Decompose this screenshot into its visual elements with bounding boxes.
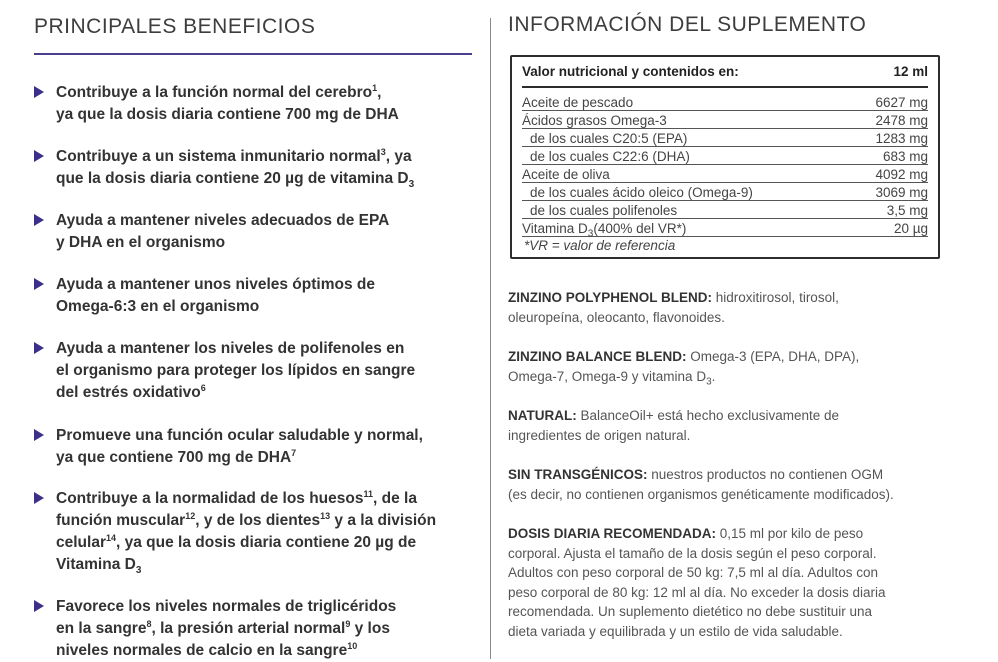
- footnote-ref: 9: [345, 618, 351, 629]
- nutrition-table-header: [522, 64, 928, 84]
- benefit-text: función muscular: [56, 512, 186, 529]
- benefit-text: en la sangre: [56, 620, 147, 637]
- footnote-ref: 8: [146, 618, 152, 629]
- footnote-ref: 1: [372, 82, 378, 93]
- nutrient-amount: 3069 mg: [875, 184, 928, 200]
- nutrient-name: de los cuales ácido oleico (Omega-9): [530, 184, 753, 200]
- nutrient-amount: 683 mg: [882, 148, 928, 164]
- info-text: hidroxitirosol, tirosol,: [712, 290, 839, 305]
- benefit-item-brain: [34, 82, 474, 126]
- benefit-text: ya que contiene 700 mg de DHA: [56, 449, 292, 466]
- benefit-text: Favorece los niveles normales de triglicéridos: [56, 598, 397, 615]
- nutrition-row: [522, 182, 928, 201]
- info-label: ZINZINO POLYPHENOL BLEND:: [508, 290, 713, 305]
- subscript: 3: [135, 565, 142, 577]
- benefit-text: celular: [56, 534, 106, 551]
- nutrition-row: [522, 92, 928, 111]
- info-text: recomendada. Un suplemento dietético no debe sustituir una: [508, 604, 872, 620]
- info-block-non-gmo: [508, 465, 948, 504]
- footnote-ref: 6: [200, 382, 206, 393]
- footnote-ref: 7: [291, 447, 297, 458]
- subscript: 3: [408, 179, 415, 191]
- nutrition-table: [510, 55, 940, 259]
- info-text: Omega-3 (EPA, DHA, DPA),: [686, 349, 860, 364]
- nutrition-row: [522, 110, 928, 129]
- benefit-item-bones: [34, 488, 474, 576]
- benefit-text: , ya: [385, 148, 412, 165]
- benefit-text: Contribuye a la función normal del cerebro: [56, 84, 373, 101]
- info-text: BalanceOil+ está hecho exclusivamente de: [576, 408, 840, 423]
- nutrient-amount: 1283 mg: [875, 130, 928, 146]
- benefit-text: Ayuda a mantener los niveles de polifenoles en: [56, 340, 405, 357]
- footnote-ref: 14: [105, 532, 116, 543]
- subscript: 3: [706, 376, 712, 388]
- info-label: DOSIS DIARIA RECOMENDADA:: [508, 526, 717, 541]
- benefit-text: Promueve una función ocular saludable y normal,: [56, 427, 423, 444]
- bullet-arrow-icon: [34, 492, 44, 504]
- column-divider: [490, 18, 491, 659]
- nutrient-name: de los cuales C20:5 (EPA): [530, 130, 688, 146]
- benefit-text: Omega-6:3 en el organismo: [56, 298, 260, 315]
- info-text: nuestros productos no contienen OGM: [647, 467, 884, 482]
- nutrition-row: [522, 128, 928, 147]
- benefit-text: y DHA en el organismo: [56, 234, 226, 251]
- benefit-text: ,: [377, 84, 382, 101]
- benefit-text: y a la división: [330, 512, 437, 529]
- bullet-arrow-icon: [34, 600, 44, 612]
- subscript: 3: [587, 228, 594, 240]
- benefit-item-omega-ratio: [34, 274, 474, 318]
- benefits-title-rule: [34, 53, 472, 55]
- info-label: SIN TRANSGÉNICOS:: [508, 467, 648, 482]
- nutrition-row: [522, 164, 928, 183]
- info-text: Adultos con peso corporal de 50 kg: 7,5 ml al día. Adultos con: [508, 565, 878, 581]
- benefit-text: niveles normales de calcio en la sangre: [56, 642, 348, 659]
- nutrient-name: Aceite de pescado: [522, 94, 634, 110]
- nutrient-name-part: (400% del VR*): [593, 220, 687, 236]
- info-text: Omega-7, Omega-9 y vitamina D: [508, 368, 707, 384]
- benefits-title: PRINCIPALES BENEFICIOS: [34, 15, 316, 38]
- info-text: oleuropeína, oleocanto, flavonoides.: [508, 309, 725, 325]
- nutrient-amount: 4092 mg: [875, 166, 928, 182]
- benefit-item-polyphenols: [34, 338, 474, 404]
- info-label: NATURAL:: [508, 408, 577, 423]
- benefit-text: Contribuye a un sistema inmunitario normal: [56, 148, 381, 165]
- benefit-text: del estrés oxidativo: [56, 384, 201, 401]
- benefit-text: ya que la dosis diaria contiene 700 mg de DHA: [56, 106, 399, 123]
- benefit-item-immune: [34, 146, 474, 190]
- footnote-ref: 12: [185, 510, 196, 521]
- footnote-ref: 10: [347, 640, 358, 651]
- benefit-item-eye: [34, 425, 474, 469]
- benefit-text: , ya que la dosis diaria contiene 20 µg de: [116, 534, 417, 551]
- benefit-text: , de la: [373, 490, 417, 507]
- benefit-text: Ayuda a mantener niveles adecuados de EPA: [56, 212, 390, 229]
- nutrient-amount: 3,5 mg: [886, 202, 928, 218]
- footnote-ref: 11: [363, 488, 373, 499]
- benefit-item-epa-dha: [34, 210, 474, 254]
- benefit-text: que la dosis diaria contiene 20 µg de vitamina D: [56, 170, 409, 187]
- nutrient-amount: 6627 mg: [875, 94, 928, 110]
- benefit-text: , la presión arterial normal: [151, 620, 346, 637]
- bullet-arrow-icon: [34, 150, 44, 162]
- footnote-ref: 3: [380, 146, 386, 157]
- nutrition-row: [522, 200, 928, 219]
- bullet-arrow-icon: [34, 278, 44, 290]
- info-text: 0,15 ml por kilo de peso: [716, 526, 864, 541]
- info-text: corporal. Ajusta el tamaño de la dosis según el peso corporal.: [508, 545, 877, 561]
- info-text: .: [711, 368, 716, 384]
- footnote-ref: 13: [320, 510, 331, 521]
- benefit-text: y los: [350, 620, 390, 637]
- bullet-arrow-icon: [34, 429, 44, 441]
- nutrition-row: [522, 218, 928, 240]
- nutrient-name: de los cuales polifenoles: [530, 202, 678, 218]
- nutrition-header-value: 12 ml: [893, 64, 928, 79]
- benefit-text: Ayuda a mantener unos niveles óptimos de: [56, 276, 375, 293]
- supplement-info-title: INFORMACIÓN DEL SUPLEMENTO: [508, 13, 867, 36]
- info-block-balance-blend: [508, 347, 948, 386]
- nutrient-name: [522, 220, 687, 240]
- nutrition-footnote: *VR = valor de referencia: [524, 238, 676, 253]
- nutrition-row: [522, 146, 928, 165]
- info-text: peso corporal de 80 kg: 12 ml al día. No exceder la dosis diaria: [508, 584, 886, 600]
- nutrient-amount: 2478 mg: [875, 112, 928, 128]
- info-text: ingredientes de origen natural.: [508, 427, 691, 443]
- nutrient-name: de los cuales C22:6 (DHA): [530, 148, 690, 164]
- nutrient-name: Ácidos grasos Omega-3: [522, 112, 667, 128]
- benefit-text: Contribuye a la normalidad de los huesos: [56, 490, 364, 507]
- nutrition-header-rule: [522, 86, 928, 88]
- benefit-item-triglycerides: [34, 596, 474, 662]
- info-label: ZINZINO BALANCE BLEND:: [508, 349, 687, 364]
- benefit-text: , y de los dientes: [195, 512, 321, 529]
- nutrient-amount: 20 µg: [893, 220, 928, 236]
- bullet-arrow-icon: [34, 86, 44, 98]
- info-text: (es decir, no contienen organismos genéticamente modificados).: [508, 486, 894, 502]
- bullet-arrow-icon: [34, 342, 44, 354]
- nutrient-name-part: Vitamina D: [522, 220, 588, 236]
- nutrition-header-label: Valor nutricional y contenidos en:: [522, 64, 739, 79]
- bullet-arrow-icon: [34, 214, 44, 226]
- benefit-text: el organismo para proteger los lípidos en sangre: [56, 362, 416, 379]
- nutrient-name: Aceite de oliva: [522, 166, 610, 182]
- info-text: dieta variada y equilibrada y un estilo de vida saludable.: [508, 623, 843, 639]
- info-block-natural: [508, 406, 948, 445]
- info-block-daily-dose: [508, 524, 948, 642]
- benefit-text: Vitamina D: [56, 556, 136, 573]
- info-block-polyphenol-blend: [508, 288, 948, 327]
